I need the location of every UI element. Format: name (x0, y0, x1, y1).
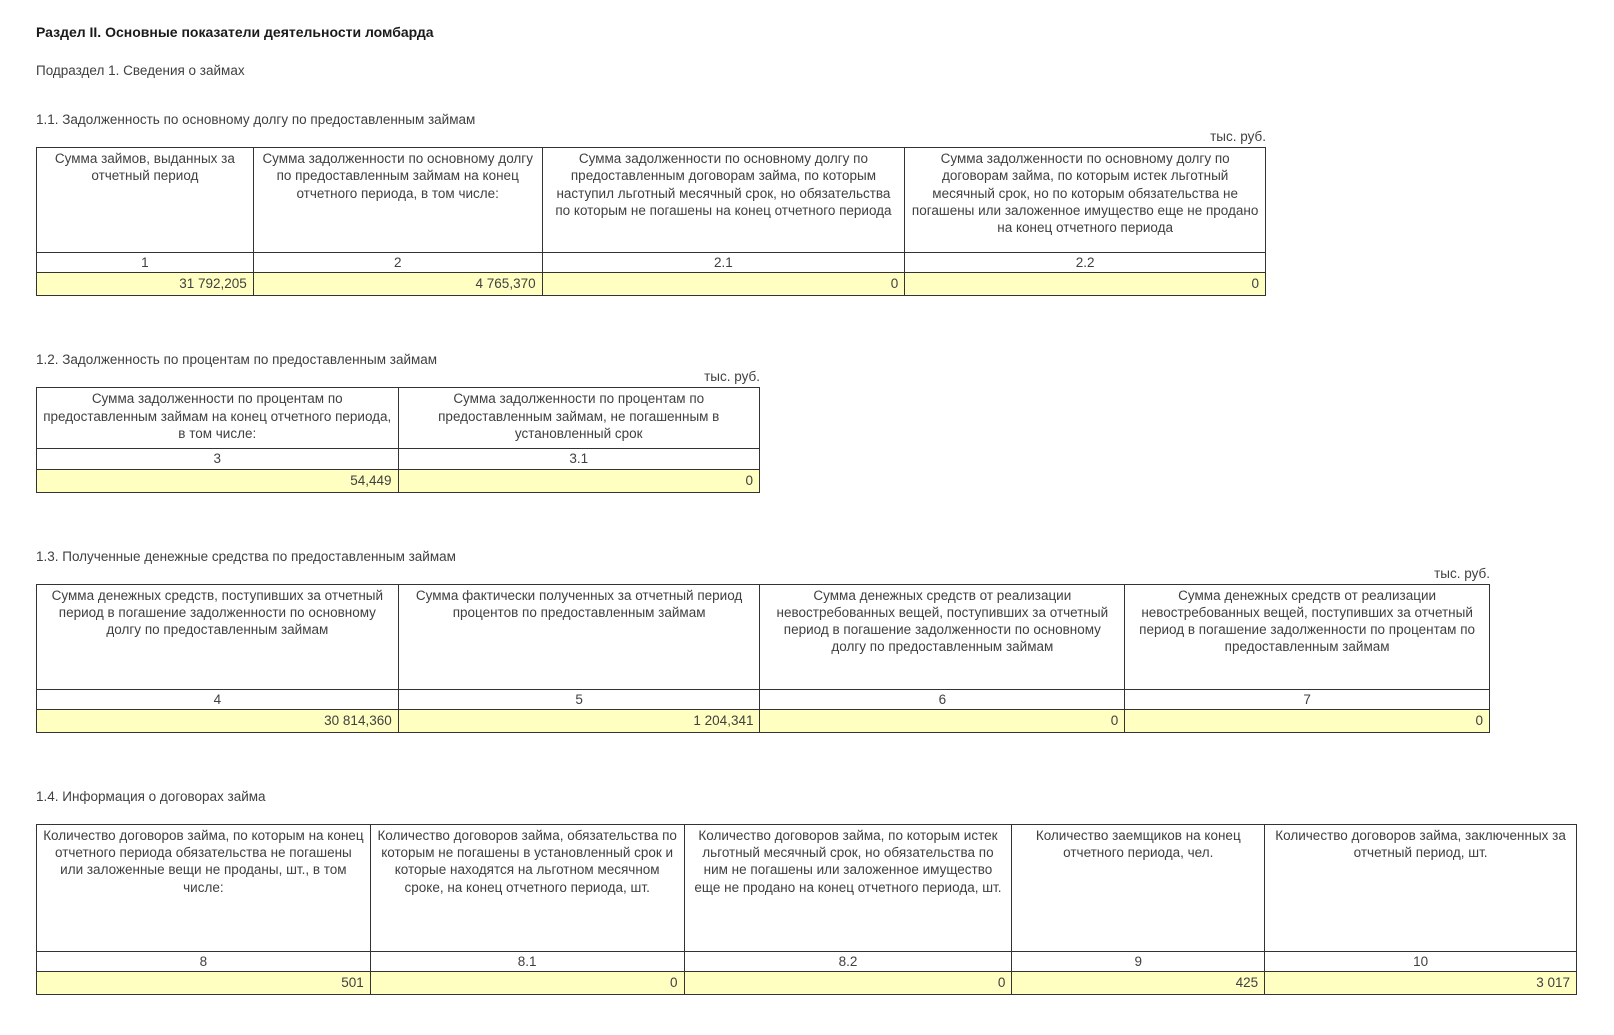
table-1-3 (36, 584, 1490, 733)
value-cell[interactable]: 501 (37, 972, 371, 995)
column-code: 8.2 (684, 951, 1012, 971)
column-code: 8 (37, 951, 371, 971)
section-1-3 (36, 549, 1490, 733)
value-cell[interactable]: 0 (905, 273, 1266, 296)
column-header: Сумма задолженности по процентам по предоставленным займам, не погашенным в установленный срок (398, 388, 760, 449)
value-cell[interactable]: 1 204,341 (398, 709, 760, 732)
value-cell[interactable]: 0 (1125, 709, 1490, 732)
column-code: 9 (1012, 951, 1265, 971)
column-code: 3.1 (398, 449, 760, 469)
table-1-2 (36, 387, 760, 492)
value-cell[interactable]: 0 (398, 469, 760, 492)
subsection-title: Подраздел 1. Сведения о займах (36, 63, 245, 78)
table-1-1-value-row (37, 273, 1266, 296)
table-1-3-header-row (37, 584, 1490, 689)
column-header: Количество договоров займа, заключенных за отчетный период, шт. (1265, 824, 1577, 951)
value-cell[interactable]: 0 (760, 709, 1125, 732)
column-code: 3 (37, 449, 399, 469)
column-header: Сумма займов, выданных за отчетный период (37, 148, 254, 253)
column-code: 2.2 (905, 253, 1266, 273)
value-cell[interactable]: 54,449 (37, 469, 399, 492)
column-header: Сумма задолженности по основному долгу по договорам займа, по которым истек льготный месячный срок, но по которым обязательства не погашены или заложенное имущество еще не продано на конец отчетного периода (905, 148, 1266, 253)
column-code: 4 (37, 689, 399, 709)
table-1-4 (36, 824, 1577, 995)
column-code: 10 (1265, 951, 1577, 971)
table-1-4-units-label (36, 806, 1577, 822)
value-cell[interactable]: 30 814,360 (37, 709, 399, 732)
value-cell[interactable]: 3 017 (1265, 972, 1577, 995)
table-1-2-title: 1.2. Задолженность по процентам по предоставленным займам (36, 352, 438, 368)
table-1-2-header-row (37, 388, 760, 449)
column-code: 7 (1125, 689, 1490, 709)
column-header: Количество договоров займа, обязательства по которым не погашены в установленный срок и которые находятся на льготном месячном сроке, на конец отчетного периода, шт. (370, 824, 684, 951)
column-code: 6 (760, 689, 1125, 709)
column-code: 2.1 (542, 253, 905, 273)
table-1-2-units-label: тыс. руб. (704, 369, 760, 385)
column-header: Сумма задолженности по процентам по предоставленным займам на конец отчетного периода, в том числе: (37, 388, 399, 449)
table-1-4-header-row (37, 824, 1577, 951)
column-code: 1 (37, 253, 254, 273)
column-header: Количество заемщиков на конец отчетного периода, чел. (1012, 824, 1265, 951)
table-1-2-code-row (37, 449, 760, 469)
column-header: Количество договоров займа, по которым на конец отчетного периода обязательства не погашены или заложенные вещи не проданы, шт., в том числе: (37, 824, 371, 951)
column-header: Количество договоров займа, по которым истек льготный месячный срок, но обязательства по ним не погашены или заложенное имущество еще не продано на конец отчетного периода, шт. (684, 824, 1012, 951)
column-header: Сумма фактически полученных за отчетный период процентов по предоставленным займам (398, 584, 760, 689)
value-cell[interactable]: 0 (684, 972, 1012, 995)
table-1-3-value-row (37, 709, 1490, 732)
column-header: Сумма денежных средств от реализации невостребованных вещей, поступивших за отчетный период в погашение задолженности по основному долгу по предоставленным займам (760, 584, 1125, 689)
table-1-2-value-row (37, 469, 760, 492)
table-1-1 (36, 147, 1266, 296)
table-1-1-header-row (37, 148, 1266, 253)
value-cell[interactable]: 31 792,205 (37, 273, 254, 296)
table-1-3-units-label: тыс. руб. (1434, 565, 1490, 581)
value-cell[interactable]: 0 (370, 972, 684, 995)
table-1-3-code-row (37, 689, 1490, 709)
section-1-4 (36, 789, 1577, 995)
page-title: Раздел II. Основные показатели деятельности ломбарда (36, 24, 434, 40)
section-1-1 (36, 112, 1266, 296)
value-cell[interactable]: 0 (542, 273, 905, 296)
table-1-4-title: 1.4. Информация о договорах займа (36, 788, 266, 804)
column-code: 2 (253, 253, 542, 273)
table-1-1-units-label: тыс. руб. (1210, 129, 1266, 144)
value-cell[interactable]: 4 765,370 (253, 273, 542, 296)
column-header: Сумма задолженности по основному долгу по предоставленным договорам займа, по которым наступил льготный месячный срок, но обязательства по которым не погашены на конец отчетного периода (542, 148, 905, 253)
column-code: 5 (398, 689, 760, 709)
table-1-1-title: 1.1. Задолженность по основному долгу по предоставленным займам (36, 112, 476, 127)
table-1-3-title: 1.3. Полученные денежные средства по предоставленным займам (36, 548, 456, 564)
column-header: Сумма денежных средств, поступивших за отчетный период в погашение задолженности по основному долгу по предоставленным займам (37, 584, 399, 689)
table-1-1-code-row (37, 253, 1266, 273)
table-1-4-code-row (37, 951, 1577, 971)
column-code: 8.1 (370, 951, 684, 971)
value-cell[interactable]: 425 (1012, 972, 1265, 995)
table-1-4-value-row (37, 972, 1577, 995)
column-header: Сумма денежных средств от реализации невостребованных вещей, поступивших за отчетный период в погашение задолженности по процентам по предоставленным займам (1125, 584, 1490, 689)
column-header: Сумма задолженности по основному долгу по предоставленным займам на конец отчетного периода, в том числе: (253, 148, 542, 253)
section-1-2 (36, 352, 760, 492)
